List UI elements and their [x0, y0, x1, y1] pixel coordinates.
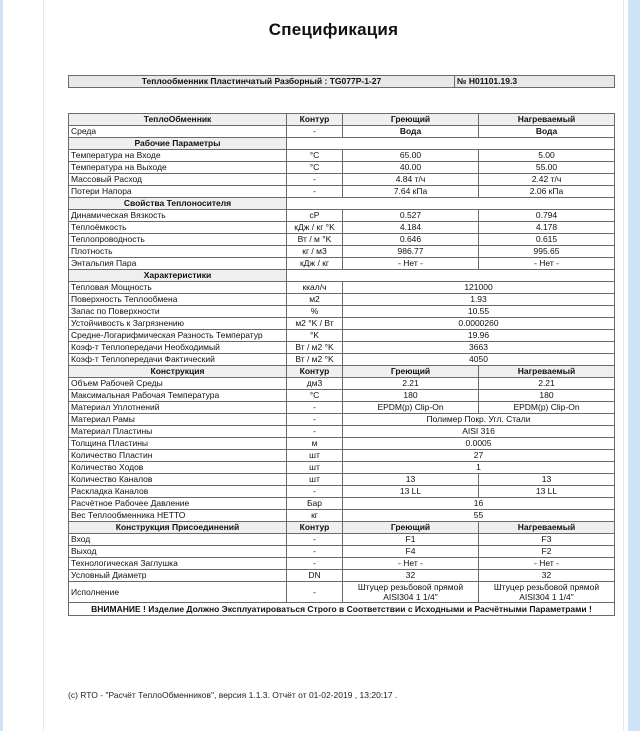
param-unit: DN — [287, 570, 343, 582]
left-window-edge — [0, 0, 3, 731]
param-label: Теплоёмкость — [69, 222, 287, 234]
hot-value: 65.00 — [343, 150, 479, 162]
cold-value: F3 — [479, 534, 615, 546]
param-unit: Бар — [287, 498, 343, 510]
hot-value: 4.184 — [343, 222, 479, 234]
param-label: Вес Теплообменника НЕТТО — [69, 510, 287, 522]
cold-value: - Нет - — [479, 558, 615, 570]
param-label: Запас по Поверхности — [69, 306, 287, 318]
table-row — [69, 222, 615, 234]
hot-value: F1 — [343, 534, 479, 546]
table-row — [69, 510, 615, 522]
param-unit: Вт / м2 °K — [287, 354, 343, 366]
hot-value: 2.21 — [343, 378, 479, 390]
col-header-cold: Нагреваемый — [479, 114, 615, 126]
param-label: Теплопроводность — [69, 234, 287, 246]
param-label: Средне-Логарифмическая Разность Температур — [69, 330, 287, 342]
table-row — [69, 546, 615, 558]
section-fluid-props — [69, 198, 615, 210]
param-unit: - — [287, 414, 343, 426]
hot-execution-line2: AISI304 1 1/4" — [383, 592, 438, 602]
param-label: Вход — [69, 534, 287, 546]
param-unit: Вт / м2 °K — [287, 342, 343, 354]
hot-value: 32 — [343, 570, 479, 582]
section-spacer — [287, 198, 615, 210]
param-unit: °C — [287, 150, 343, 162]
param-unit: м2 °K / Вт — [287, 318, 343, 330]
table-row — [69, 414, 615, 426]
hot-value: - Нет - — [343, 558, 479, 570]
section-title: Свойства Теплоносителя — [69, 198, 287, 210]
cold-value: 2.42 т/ч — [479, 174, 615, 186]
cold-value: 4.178 — [479, 222, 615, 234]
hot-value: - Нет - — [343, 258, 479, 270]
shared-value: 10.55 — [343, 306, 615, 318]
shared-value: 121000 — [343, 282, 615, 294]
cold-value: 0.615 — [479, 234, 615, 246]
shared-value: 0.0005 — [343, 438, 615, 450]
param-label: Количество Каналов — [69, 474, 287, 486]
param-label: Среда — [69, 126, 287, 138]
col-header-cold: Нагреваемый — [479, 366, 615, 378]
param-unit: - — [287, 186, 343, 198]
cold-value: - Нет - — [479, 258, 615, 270]
section-characteristics — [69, 270, 615, 282]
param-unit: - — [287, 486, 343, 498]
warning-row — [69, 603, 615, 616]
table-row — [69, 450, 615, 462]
param-label: Технологическая Заглушка — [69, 558, 287, 570]
shared-value: AISI 316 — [343, 426, 615, 438]
shared-value: 27 — [343, 450, 615, 462]
param-unit: °K — [287, 330, 343, 342]
hot-value: 180 — [343, 390, 479, 402]
param-unit: ккал/ч — [287, 282, 343, 294]
shared-value: 16 — [343, 498, 615, 510]
cold-value: 13 LL — [479, 486, 615, 498]
table-row — [69, 426, 615, 438]
table-row — [69, 330, 615, 342]
param-label: Плотность — [69, 246, 287, 258]
table-row — [69, 390, 615, 402]
col-header-circuit: Контур — [287, 366, 343, 378]
param-unit: кг — [287, 510, 343, 522]
param-label: Толщина Пластины — [69, 438, 287, 450]
document-title: Спецификация — [268, 20, 399, 39]
shared-value: 3663 — [343, 342, 615, 354]
col-header-cold: Нагреваемый — [479, 522, 615, 534]
param-unit: м — [287, 438, 343, 450]
col-header-circuit: Контур — [287, 114, 343, 126]
report-footer: (c) RTO - "Расчёт ТеплоОбменников", версия 1.1.3. Отчёт от 01-02-2019 , 13:20:17 . — [68, 690, 398, 700]
param-unit: Вт / м °K — [287, 234, 343, 246]
table-row — [69, 210, 615, 222]
cold-value: 995.65 — [479, 246, 615, 258]
hot-execution-line1: Штуцер резьбовой прямой — [357, 582, 464, 592]
cold-value: 32 — [479, 570, 615, 582]
section-connections — [69, 522, 615, 534]
table-row — [69, 498, 615, 510]
section-title: Конструкция — [69, 366, 287, 378]
shared-value: 55 — [343, 510, 615, 522]
table-row — [69, 246, 615, 258]
table-row — [69, 378, 615, 390]
hot-value: 40.00 — [343, 162, 479, 174]
hot-value: 0.646 — [343, 234, 479, 246]
table-row — [69, 306, 615, 318]
param-unit: кДж / кг — [287, 258, 343, 270]
param-label: Количество Пластин — [69, 450, 287, 462]
col-header-exchanger: ТеплоОбменник — [69, 114, 287, 126]
equipment-model: Теплообменник Пластинчатый Разборный : TG077P-1-27 — [69, 76, 455, 88]
param-unit: шт — [287, 450, 343, 462]
cold-value: 2.06 кПа — [479, 186, 615, 198]
param-label: Потери Напора — [69, 186, 287, 198]
document-number: № Н01101.19.3 — [455, 76, 615, 88]
hot-value: 7.64 кПа — [343, 186, 479, 198]
cold-execution-line1: Штуцер резьбовой прямой — [493, 582, 600, 592]
shared-value: 19.96 — [343, 330, 615, 342]
table-row — [69, 318, 615, 330]
table-row — [69, 402, 615, 414]
param-unit: сР — [287, 210, 343, 222]
param-label: Коэф-т Теплопередачи Необходимый — [69, 342, 287, 354]
param-unit: кДж / кг °K — [287, 222, 343, 234]
param-unit: шт — [287, 474, 343, 486]
param-unit: кг / м3 — [287, 246, 343, 258]
spec-table — [68, 113, 615, 616]
param-label: Температура на Выходе — [69, 162, 287, 174]
shared-value: 0.0000260 — [343, 318, 615, 330]
section-construction — [69, 366, 615, 378]
section-work-params — [69, 138, 615, 150]
param-unit: - — [287, 546, 343, 558]
table-row — [69, 150, 615, 162]
section-title: Конструкция Присоединений — [69, 522, 287, 534]
cold-value: F2 — [479, 546, 615, 558]
param-label: Массовый Расход — [69, 174, 287, 186]
hot-value: 4.84 т/ч — [343, 174, 479, 186]
param-label: Поверхность Теплообмена — [69, 294, 287, 306]
equipment-header — [68, 75, 615, 88]
param-label: Устойчивость к Загрязнению — [69, 318, 287, 330]
hot-value: 0.527 — [343, 210, 479, 222]
spec-table-body — [69, 114, 615, 616]
param-unit: °C — [287, 390, 343, 402]
param-label: Исполнение — [69, 582, 287, 603]
col-header-hot: Греющий — [343, 114, 479, 126]
section-spacer — [287, 138, 615, 150]
hot-value — [343, 582, 479, 603]
param-unit: - — [287, 534, 343, 546]
cold-value: Вода — [479, 126, 615, 138]
param-label: Количество Ходов — [69, 462, 287, 474]
hot-value: 13 — [343, 474, 479, 486]
table-row — [69, 258, 615, 270]
document-page — [44, 0, 623, 731]
table-row — [69, 474, 615, 486]
table-row — [69, 282, 615, 294]
table-row — [69, 234, 615, 246]
cold-value: 180 — [479, 390, 615, 402]
param-unit: - — [287, 558, 343, 570]
section-spacer — [287, 270, 615, 282]
table-row — [69, 486, 615, 498]
param-unit: м2 — [287, 294, 343, 306]
param-label: Раскладка Каналов — [69, 486, 287, 498]
table-row — [69, 570, 615, 582]
section-title: Характеристики — [69, 270, 287, 282]
right-window-edge — [628, 0, 640, 731]
table-row — [69, 342, 615, 354]
param-unit: - — [287, 426, 343, 438]
param-unit: °C — [287, 162, 343, 174]
param-label: Условный Диаметр — [69, 570, 287, 582]
shared-value: Полимер Покр. Угл. Стали — [343, 414, 615, 426]
param-unit: дм3 — [287, 378, 343, 390]
table-row — [69, 162, 615, 174]
param-unit: шт — [287, 462, 343, 474]
hot-value: F4 — [343, 546, 479, 558]
param-unit: % — [287, 306, 343, 318]
col-header-hot: Греющий — [343, 522, 479, 534]
param-label: Коэф-т Теплопередачи Фактический — [69, 354, 287, 366]
cold-value: EPDM(p) Clip-On — [479, 402, 615, 414]
cold-value — [479, 582, 615, 603]
table-row — [69, 558, 615, 570]
table-row — [69, 438, 615, 450]
param-unit: - — [287, 126, 343, 138]
param-label: Объем Рабочей Среды — [69, 378, 287, 390]
col-header-hot: Греющий — [343, 366, 479, 378]
param-label: Максимальная Рабочая Температура — [69, 390, 287, 402]
param-label: Динамическая Вязкость — [69, 210, 287, 222]
param-label: Расчётное Рабочее Давление — [69, 498, 287, 510]
hot-value: EPDM(p) Clip-On — [343, 402, 479, 414]
warning-text: ВНИМАНИЕ ! Изделие Должно Эксплуатироваться Строго в Соответствии с Исходными и Расчётными Параметрами ! — [69, 603, 615, 616]
column-header-row — [69, 114, 615, 126]
cold-value: 2.21 — [479, 378, 615, 390]
param-label: Температура на Входе — [69, 150, 287, 162]
table-row — [69, 126, 615, 138]
param-label: Материал Уплотнений — [69, 402, 287, 414]
param-unit: - — [287, 174, 343, 186]
param-label: Материал Рамы — [69, 414, 287, 426]
param-label: Тепловая Мощность — [69, 282, 287, 294]
table-row — [69, 294, 615, 306]
col-header-circuit: Контур — [287, 522, 343, 534]
param-label: Выход — [69, 546, 287, 558]
table-row — [69, 174, 615, 186]
hot-value: Вода — [343, 126, 479, 138]
param-unit: - — [287, 402, 343, 414]
param-unit: - — [287, 582, 343, 603]
table-row — [69, 186, 615, 198]
table-row — [69, 462, 615, 474]
cold-value: 13 — [479, 474, 615, 486]
cold-value: 0.794 — [479, 210, 615, 222]
shared-value: 1 — [343, 462, 615, 474]
cold-value: 5.00 — [479, 150, 615, 162]
shared-value: 1.93 — [343, 294, 615, 306]
param-label: Материал Пластины — [69, 426, 287, 438]
param-label: Энтальпия Пара — [69, 258, 287, 270]
cold-execution-line2: AISI304 1 1/4" — [519, 592, 574, 602]
section-title: Рабочие Параметры — [69, 138, 287, 150]
table-row — [69, 534, 615, 546]
cold-value: 55.00 — [479, 162, 615, 174]
hot-value: 13 LL — [343, 486, 479, 498]
shared-value: 4050 — [343, 354, 615, 366]
table-row — [69, 354, 615, 366]
hot-value: 986.77 — [343, 246, 479, 258]
execution-row — [69, 582, 615, 603]
